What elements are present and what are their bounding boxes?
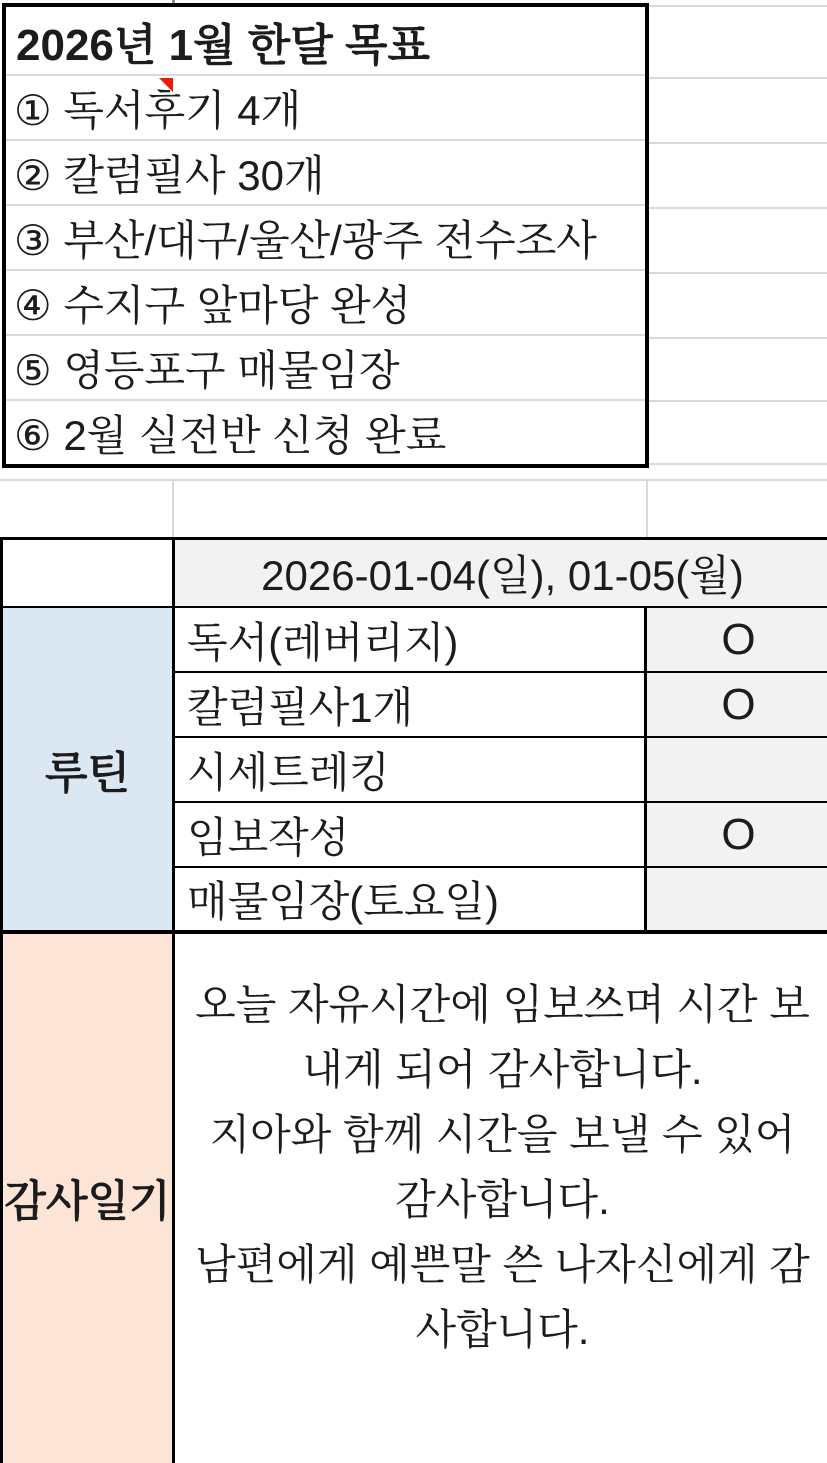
corner-cell[interactable]: [3, 540, 175, 608]
routine-label-cell[interactable]: 루틴: [3, 608, 175, 934]
routine-status-cell[interactable]: O: [647, 673, 827, 738]
routine-status-cell[interactable]: O: [647, 803, 827, 868]
goal-item-cell[interactable]: ⑤ 영등포구 매물임장: [6, 334, 645, 399]
goal-item-cell[interactable]: ④ 수지구 앞마당 완성: [6, 269, 645, 334]
diary-content-cell[interactable]: [175, 934, 827, 1463]
gridline: [649, 207, 827, 209]
goals-title-cell[interactable]: 2026년 1월 한달 목표: [16, 20, 431, 70]
gridline: [646, 481, 648, 537]
diary-line: 사합니다.: [415, 1306, 590, 1353]
gridline: [649, 400, 827, 402]
routine-item-cell[interactable]: 매물임장(토요일): [175, 868, 647, 934]
monthly-goals-table: [2, 3, 649, 468]
gridline: [649, 337, 827, 339]
schedule-table: [0, 537, 827, 1463]
diary-line: 지아와 함께 시간을 보낼 수 있어: [209, 1111, 796, 1158]
gridline: [649, 463, 827, 465]
diary-line: 감사합니다.: [395, 1176, 610, 1223]
gridline: [649, 77, 827, 79]
gridline: [172, 481, 174, 537]
diary-label-cell[interactable]: 감사일기: [3, 934, 175, 1463]
date-header-cell[interactable]: 2026-01-04(일), 01-05(월): [175, 540, 827, 608]
diary-line: 오늘 자유시간에 임보쓰며 시간 보: [195, 981, 810, 1028]
gridline: [649, 272, 827, 274]
goal-item-cell[interactable]: ② 칼럼필사 30개: [6, 139, 645, 204]
routine-status-cell[interactable]: [647, 738, 827, 803]
routine-status-cell[interactable]: O: [647, 608, 827, 673]
gridline: [0, 479, 827, 481]
goal-item-cell[interactable]: ③ 부산/대구/울산/광주 전수조사: [6, 204, 645, 269]
routine-item-cell[interactable]: 시세트레킹: [175, 738, 647, 803]
routine-item-cell[interactable]: 독서(레버리지): [175, 608, 647, 673]
diary-line: 남편에게 예쁜말 쓴 나자신에게 감: [195, 1241, 810, 1288]
goal-item-cell[interactable]: ⑥ 2월 실전반 신청 완료: [6, 399, 645, 464]
routine-item-cell[interactable]: 임보작성: [175, 803, 647, 868]
goal-item-cell[interactable]: ① 독서후기 4개: [6, 74, 645, 139]
cell-comment-indicator-icon[interactable]: [159, 78, 173, 92]
diary-line: 내게 되어 감사합니다.: [302, 1046, 703, 1093]
gridline: [649, 5, 827, 7]
gridline: [649, 142, 827, 144]
routine-item-cell[interactable]: 칼럼필사1개: [175, 673, 647, 738]
routine-status-cell[interactable]: [647, 868, 827, 934]
